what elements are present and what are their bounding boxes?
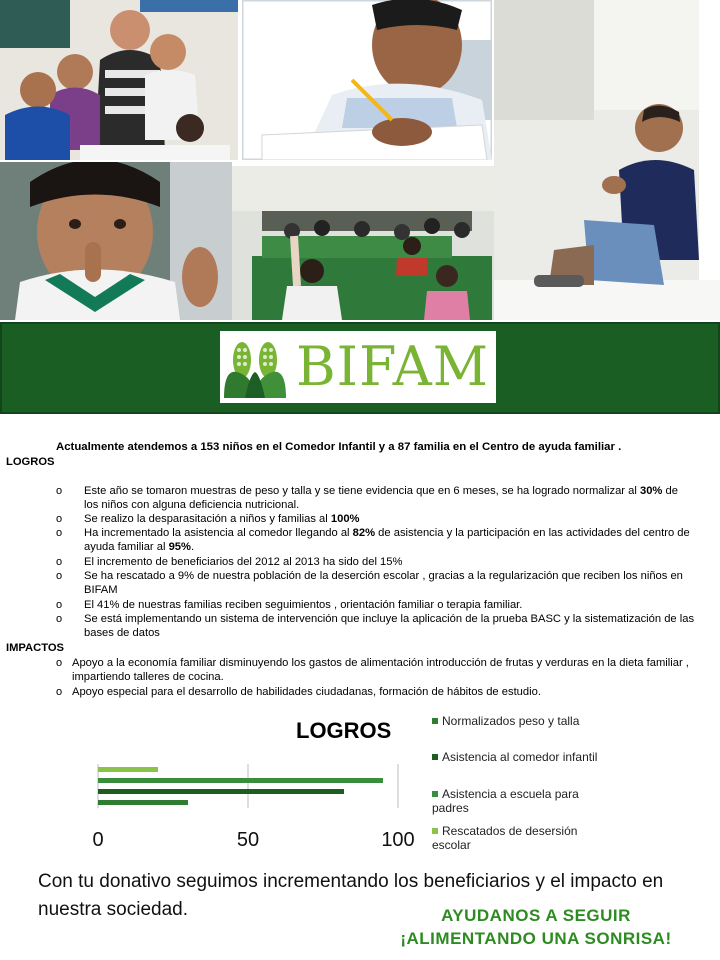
- cta-line-1: AYUDANOS A SEGUIR: [441, 906, 631, 925]
- legend-swatch: [432, 718, 438, 724]
- legend-swatch: [432, 828, 438, 834]
- bar: [98, 767, 158, 772]
- legend-swatch: [432, 754, 438, 760]
- logros-item: o Este año se tomaron muestras de peso y talla y se tiene evidencia que en 6 meses, se ha logrado normalizar al 30% de los niños con alguna deficiencia nutricional.: [56, 485, 678, 511]
- intro-text: Actualmente atendemos a 153 niños en el Comedor Infantil y a 87 familia en el Centro de ayuda familiar .: [56, 441, 622, 453]
- bullet-mark: o: [56, 570, 63, 582]
- x-tick-label: 50: [236, 829, 260, 851]
- logros-item: o El incremento de beneficiarios del 2012 al 2013 ha sido del 15%: [56, 556, 403, 568]
- bullet-mark: o: [56, 513, 63, 525]
- corn-icon: [220, 334, 290, 400]
- logo-banner: [0, 322, 720, 414]
- legend-item: Normalizados peso y talla: [432, 714, 579, 728]
- photo-collage: [0, 0, 720, 322]
- cta-line-2: ¡ALIMENTANDO UNA SONRISA!: [400, 929, 672, 948]
- bar: [98, 778, 383, 783]
- boy-sitting-photo: [494, 0, 720, 320]
- logros-item: o Ha incrementado la asistencia al comedor llegando al 82% de asistencia y la participación en las actividades del centro de ayuda familiar al 95%.: [56, 527, 690, 553]
- x-tick-label: 0: [92, 829, 104, 851]
- boy-writing-photo: [242, 0, 492, 160]
- bullet-mark: o: [56, 527, 63, 539]
- chart-title: LOGROS: [296, 718, 392, 743]
- logo-text: BIFAM: [296, 335, 490, 398]
- teacher-with-children-photo: [0, 0, 238, 160]
- donate-message: Con tu donativo seguimos incrementando los beneficiarios y el impacto en nuestra sociedad.: [38, 871, 664, 920]
- bar: [98, 800, 188, 805]
- legend-item: Rescatados de desersión escolar: [432, 824, 578, 852]
- bullet-mark: o: [56, 556, 63, 568]
- bar: [98, 789, 344, 794]
- x-tick-label: 100: [381, 829, 415, 851]
- impactos-heading: IMPACTOS: [6, 642, 65, 654]
- logo: [220, 331, 496, 403]
- logros-item: o Se está implementando un sistema de intervención que incluye la aplicación de la prueba BASC y la sistematización de las bases de datos: [56, 613, 695, 639]
- logros-heading: LOGROS: [6, 456, 55, 468]
- dining-hall-photo: [232, 166, 494, 320]
- logros-bar-chart: [80, 756, 420, 856]
- girl-smiling-photo: [0, 162, 232, 320]
- bullet-mark: o: [56, 599, 63, 611]
- bullet-mark: o: [56, 657, 63, 669]
- logros-item: o Se ha rescatado a 9% de nuestra población de la deserción escolar , gracias a la regularización que reciben los niños en BIFAM: [56, 570, 683, 596]
- legend-item: Asistencia al comedor infantil: [432, 750, 597, 764]
- bullet-mark: o: [56, 485, 63, 497]
- bullet-mark: o: [56, 613, 63, 625]
- legend-swatch: [432, 791, 438, 797]
- legend-item: Asistencia a escuela para padres: [432, 787, 579, 815]
- impactos-item: o Apoyo especial para el desarrollo de habilidades ciudadanas, formación de hábitos de estudio.: [56, 686, 541, 698]
- impactos-item: o Apoyo a la economía familiar disminuyendo los gastos de alimentación introducción de frutas y verduras en la dieta familiar , impartiendo talleres de cocina.: [56, 657, 689, 683]
- logros-item: o El 41% de nuestras familias reciben seguimientos , orientación familiar o terapia familiar.: [56, 599, 523, 611]
- logros-item: o Se realizo la desparasitación a niños y familias al 100%: [56, 513, 360, 525]
- call-to-action: [360, 904, 712, 950]
- bullet-mark: o: [56, 686, 63, 698]
